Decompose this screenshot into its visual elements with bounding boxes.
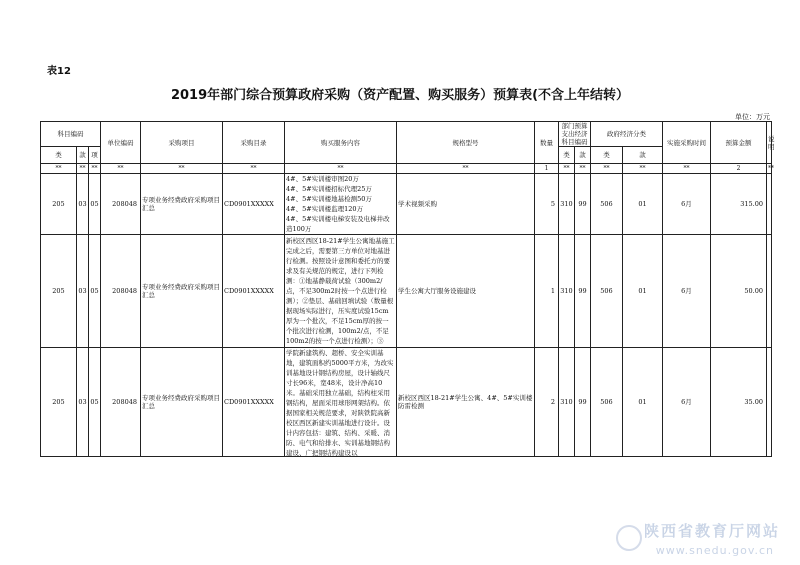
cell-spec: 学生公寓大厅服务设施建设 [397, 235, 535, 348]
marker-cell: 2 [711, 164, 767, 174]
cell-purchase-item: 专项业务经费政府采购项目汇总 [141, 174, 223, 235]
marker-cell: ** [41, 164, 77, 174]
header-gov-lei: 类 [591, 147, 623, 164]
table-row [41, 348, 772, 457]
cell-unit-code: 208048 [101, 348, 141, 457]
marker-cell: ** [623, 164, 663, 174]
header-budget: 预算金额 [711, 122, 767, 164]
header-gov-kuan: 款 [623, 147, 663, 164]
cell-remark [767, 174, 772, 235]
cell-service-content: 新校区西区18-21#学生公寓地基施工完成之后，需要第三方单位对地基进行检测。按照设计意图和委托方的要求及有关规范的规定，进行下列检测：①地基静载荷试验（300m2/点，不足300m2时按一个点进行检测）；②垫层、基础回填试验（数量根据现场实际进行，压实度试验15cm厚为一个批次，不足15cm厚的按一个批次进行检测，100m2/点，不足100m2的按一个点进行检测）；③ [285, 235, 397, 348]
marker-cell: ** [575, 164, 591, 174]
cell-spec: 学术视频采购 [397, 174, 535, 235]
header-remark: 说明 [767, 122, 772, 164]
marker-cell: ** [77, 164, 89, 174]
cell-econ-lei: 310 [559, 348, 575, 457]
header-purchase-item: 采购项目 [141, 122, 223, 164]
budget-table [40, 121, 775, 458]
header-service-content: 购买服务内容 [285, 122, 397, 164]
cell-econ-lei: 310 [559, 235, 575, 348]
cell-gov-lei: 506 [591, 235, 623, 348]
cell-purchase-item: 专项业务经费政府采购项目汇总 [141, 348, 223, 457]
cell-time: 6月 [663, 235, 711, 348]
marker-cell: ** [397, 164, 535, 174]
header-spec-model: 规格型号 [397, 122, 535, 164]
cell-catalog: CD0901XXXXX [223, 348, 285, 457]
cell-unit-code: 208048 [101, 174, 141, 235]
cell-econ-lei: 310 [559, 174, 575, 235]
cell-kuan: 03 [77, 174, 89, 235]
cell-gov-kuan: 01 [623, 174, 663, 235]
cell-amount: 50.00 [711, 235, 767, 348]
cell-remark [767, 235, 772, 348]
cell-gov-kuan: 01 [623, 348, 663, 457]
header-impl-time: 实施采购时间 [663, 122, 711, 164]
cell-catalog: CD0901XXXXX [223, 174, 285, 235]
cell-econ-kuan: 99 [575, 174, 591, 235]
header-quantity: 数量 [535, 122, 559, 164]
cell-time: 6月 [663, 348, 711, 457]
cell-amount: 315.00 [711, 174, 767, 235]
marker-cell: ** [559, 164, 575, 174]
cell-time: 6月 [663, 174, 711, 235]
cell-xiang: 05 [89, 235, 101, 348]
marker-row [41, 164, 772, 174]
marker-cell: ** [285, 164, 397, 174]
header-kuan: 款 [77, 147, 89, 164]
cell-kuan: 03 [77, 235, 89, 348]
header-xiang: 项 [89, 147, 101, 164]
table-row [41, 235, 772, 348]
marker-cell: ** [101, 164, 141, 174]
watermark-text: 陕西省教育厅网站 [643, 522, 780, 540]
cell-remark [767, 348, 772, 457]
marker-cell: ** [223, 164, 285, 174]
watermark-url: www.snedu.gov.cn [655, 544, 774, 557]
table-row [41, 174, 772, 235]
marker-cell: ** [591, 164, 623, 174]
cell-xiang: 05 [89, 348, 101, 457]
cell-lei: 205 [41, 235, 77, 348]
cell-econ-kuan: 99 [575, 235, 591, 348]
cell-catalog: CD0901XXXXX [223, 235, 285, 348]
cell-gov-kuan: 01 [623, 235, 663, 348]
cell-service-content: 4#、5#实训楼审图20万 4#、5#实训楼招标代理25万 4#、5#实训楼地基检测50万 4#、5#实训楼监理120万 4#、5#实训楼电梯安装及电梯井改造100万 [285, 174, 397, 235]
header-econ-subject: 部门预算支出经济科目编码 [559, 122, 591, 147]
marker-cell: ** [768, 165, 774, 173]
cell-gov-lei: 506 [591, 174, 623, 235]
marker-cell: 1 [535, 164, 559, 174]
cell-qty: 5 [535, 174, 559, 235]
cell-lei: 205 [41, 348, 77, 457]
cell-xiang: 05 [89, 174, 101, 235]
header-lei: 类 [41, 147, 77, 164]
cell-econ-kuan: 99 [575, 348, 591, 457]
cell-purchase-item: 专项业务经费政府采购项目汇总 [141, 235, 223, 348]
cell-service-content: 学院新建筑构、超桥、安全实训基地，建筑面积约5000平方米，为改实训基地设计钢结构房屋，设计轴线尺寸长96米，宽48米，设计净高10米。基础采用独立基础，结构柱采用钢结构，屋面采用球形网架结构。依据国家相关规范要求，对陕铁院高新校区西区新建实训基地进行设计。设计内容包括：建筑、结构、采暖、消防、电气和给排水、实训基地钢结构建设、广把钢结构建设以 [285, 348, 397, 457]
watermark-logo-icon [616, 525, 642, 551]
table-number: 表12 [47, 66, 71, 77]
header-gov-econ: 政府经济分类 [591, 122, 663, 147]
marker-cell: ** [89, 164, 101, 174]
cell-lei: 205 [41, 174, 77, 235]
cell-spec: 新校区西区18-21#学生公寓、4#、5#实训楼防雷检测 [397, 348, 535, 457]
cell-unit-code: 208048 [101, 235, 141, 348]
cell-amount: 35.00 [711, 348, 767, 457]
unit-label: 单位：万元 [735, 113, 770, 121]
cell-qty: 1 [535, 235, 559, 348]
marker-cell: ** [663, 164, 711, 174]
cell-kuan: 03 [77, 348, 89, 457]
header-purchase-catalog: 采购目录 [223, 122, 285, 164]
header-subject-code: 科目编码 [41, 122, 101, 147]
page-title: 2019年部门综合预算政府采购（资产配置、购买服务）预算表(不含上年结转） [170, 88, 630, 103]
header-econ-lei: 类 [559, 147, 575, 164]
header-econ-kuan: 款 [575, 147, 591, 164]
marker-cell: ** [141, 164, 223, 174]
header-unit-code: 单位编码 [101, 122, 141, 164]
cell-gov-lei: 506 [591, 348, 623, 457]
cell-qty: 2 [535, 348, 559, 457]
